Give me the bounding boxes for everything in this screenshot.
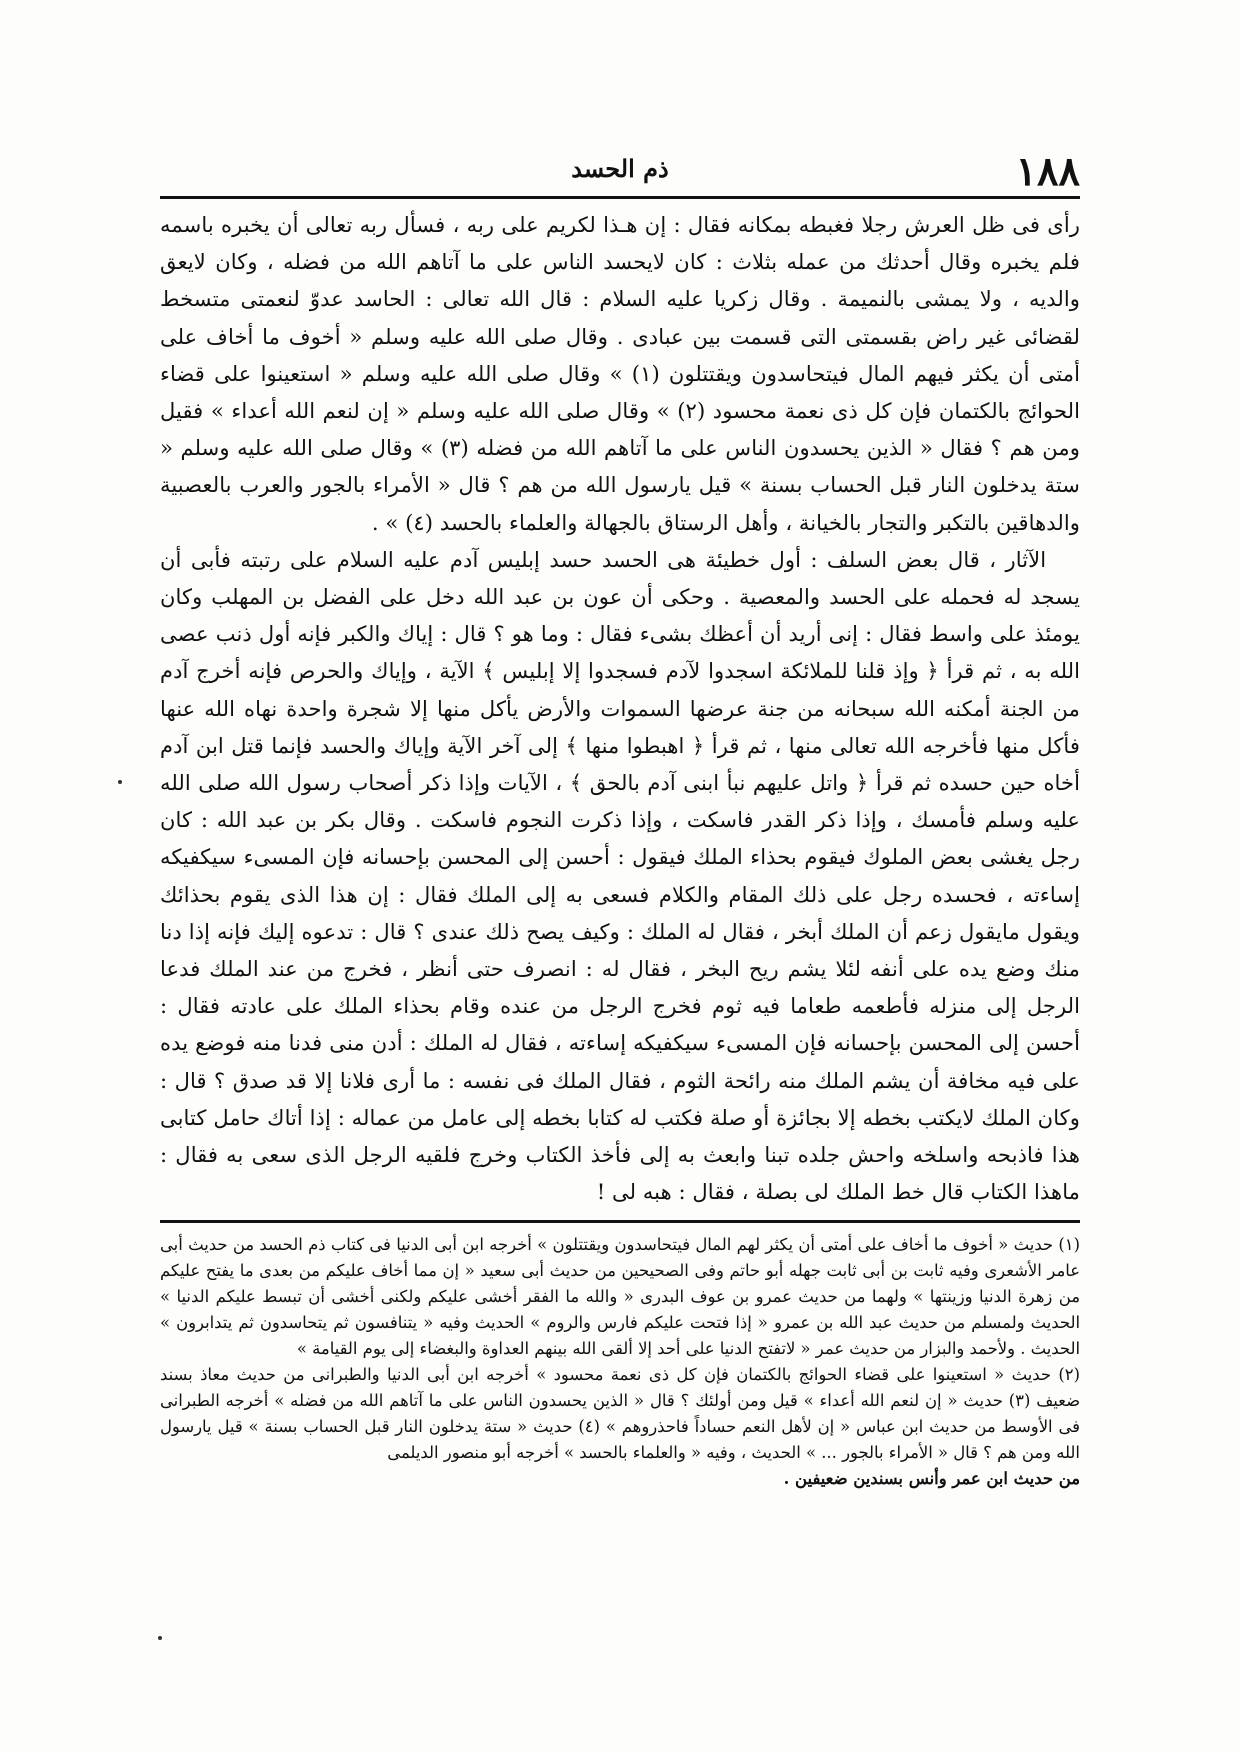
scan-speck: [118, 780, 122, 784]
footnotes: [160, 1232, 1080, 1492]
footnote-2-3-4: (٢) حديث « استعينوا على قضاء الحوائج بالكتمان فإن كل ذى نعمة محسود » أخرجه ابن أبى الدنيا والطبرانى من حديث معاذ بسند ضعيف (٣) حديث « إن لنعم الله أعداء » قيل ومن أولئك ؟ قال « الذين يحسدون الناس على ما آتاهم الله من فضله » أخرجه الطبرانى فى الأوسط من حديث ابن عباس « إن لأهل النعم حساداً فاحذروهم » (٤) حديث « ستة يدخلون النار قبل الحساب بسنة » قيل يارسول الله ومن هم ؟ قال « الأمراء بالجور ... » الحديث ، وفيه « والعلماء بالحسد » أخرجه أبو منصور الديلمى: [160, 1365, 1081, 1462]
footnote-rule: [160, 1220, 1080, 1223]
main-text: [160, 206, 1080, 1210]
header-rule: [160, 196, 1080, 199]
footnote-1: (١) حديث « أخوف ما أخاف على أمتى أن يكثر لهم المال فيتحاسدون ويقتتلون » أخرجه ابن أبى الدنيا فى كتاب ذم الحسد من حديث أبى عامر الأشعرى وفيه ثابت بن أبى ثابت جهله أبو حاتم وفى الصحيحين من حديث أبى سعيد « إن مما أخاف عليكم من بعدى ما يفتح عليكم من زهرة الدنيا وزينتها » ولهما من حديث عمرو بن عوف البدرى « والله ما الفقر أخشى عليكم ولكنى أخشى أن تبسط عليكم الدنيا » الحديث ولمسلم من حديث عبد الله بن عمرو « إذا فتحت عليكم فارس والروم » الحديث وفيه « يتنافسون ثم يتحاسدون ثم يتدابرون » الحديث . ولأحمد والبزار من حديث عمر « لاتفتح الدنيا على أحد إلا ألقى الله بينهم العداوة والبغضاء إلى يوم القيامة »: [160, 1235, 1080, 1358]
page-header: [160, 148, 1080, 196]
paragraph-hadith: رأى فى ظل العرش رجلا فغبطه بمكانه فقال : إن هـذا لكريم على ربه ، فسأل ربه تعالى أن يخبره باسمه فلم يخبره وقال أحدثك من عمله بثلاث : كان لايحسد الناس على ما آتاهم الله من فضله ، وكان لايعق والديه ، ولا يمشى بالنميمة . وقال زكريا عليه السلام : قال الله تعالى : الحاسد عدوّ لنعمتى متسخط لقضائى غير راض بقسمتى التى قسمت بين عبادى . وقال صلى الله عليه وسلم « أخوف ما أخاف على أمتى أن يكثر فيهم المال فيتحاسدون ويقتتلون (١) » وقال صلى الله عليه وسلم « استعينوا على قضاء الحوائج بالكتمان فإن كل ذى نعمة محسود (٢) » وقال صلى الله عليه وسلم « إن لنعم الله أعداء » فقيل ومن هم ؟ فقال « الذين يحسدون الناس على ما آتاهم الله من فضله (٣) » وقال صلى الله عليه وسلم « ستة يدخلون النار قبل الحساب بسنة » قيل يارسول الله من هم ؟ قال « الأمراء بالجور والعرب بالعصبية والدهاقين بالتكبر والتجار بالخيانة ، وأهل الرستاق بالجهالة والعلماء بالحسد (٤) » .: [160, 212, 1081, 535]
paragraph-athar: الآثار ، قال بعض السلف : أول خطيئة هى الحسد حسد إبليس آدم عليه السلام على رتبته فأبى أن يسجد له فحمله على الحسد والمعصية . وحكى أن عون بن عبد الله دخل على الفضل بن المهلب وكان يومئذ على واسط فقال : إنى أريد أن أعظك بشىء فقال : وما هو ؟ قال : إياك والكبر فإنه أول ذنب عصى الله به ، ثم قرأ ﴿ وإذ قلنا للملائكة اسجدوا لآدم فسجدوا إلا إبليس ﴾ الآية ، وإياك والحرص فإنه أخرج آدم من الجنة أمكنه الله سبحانه من جنة عرضها السموات والأرض يأكل منها إلا شجرة واحدة نهاه الله عنها فأكل منها فأخرجه الله تعالى منها ، ثم قرأ ﴿ اهبطوا منها ﴾ إلى آخر الآية وإياك والحسد فإنما قتل ابن آدم أخاه حين حسده ثم قرأ ﴿ واتل عليهم نبأ ابنى آدم بالحق ﴾ ، الآيات وإذا ذكر أصحاب رسول الله صلى الله عليه وسلم فأمسك ، وإذا ذكر القدر فاسكت ، وإذا ذكرت النجوم فاسكت . وقال بكر بن عبد الله : كان رجل يغشى بعض الملوك فيقوم بحذاء الملك فيقول : أحسن إلى المحسن بإحسانه فإن المسىء سيكفيكه إساءته ، فحسده رجل على ذلك المقام والكلام فسعى به إلى الملك فقال : إن هذا الذى يقوم بحذائك ويقول مايقول زعم أن الملك أبخر ، فقال له الملك : وكيف يصح ذلك عندى ؟ قال : تدعوه إليك فإنه إذا دنا منك وضع يده على أنفه لئلا يشم ريح البخر ، فقال له : انصرف حتى أنظر ، فخرج من عند الملك فدعا الرجل إلى منزله فأطعمه طعاما فيه ثوم فخرج الرجل من عنده وقام بحذاء الملك على عادته فقال : أحسن إلى المحسن بإحسانه فإن المسىء سيكفيكه إساءته ، فقال له الملك : أدن منى فدنا منه فوضع يده على فيه مخافة أن يشم الملك منه رائحة الثوم ، فقال الملك فى نفسه : ما أرى فلانا إلا قد صدق ؟ قال : وكان الملك لايكتب بخطه إلا بجائزة أو صلة فكتب له كتابا بخطه إلى عامل من عماله : إذا أتاك حامل كتابى هذا فاذبحه واسلخه واحش جلده تبنا وابعث به إلى فأخذ الكتاب وخرج فلقيه الرجل الذى سعى به فقال : ماهذا الكتاب قال خط الملك لى بصلة ، فقال : هبه لى !: [160, 546, 1080, 1205]
running-title: ذم الحسد: [571, 154, 669, 183]
scan-speck: [158, 1636, 162, 1640]
footnote-continuation: من حديث ابن عمر وأنس بسندين ضعيفين .: [783, 1469, 1080, 1488]
page-number: ١٨٨: [1015, 148, 1080, 195]
